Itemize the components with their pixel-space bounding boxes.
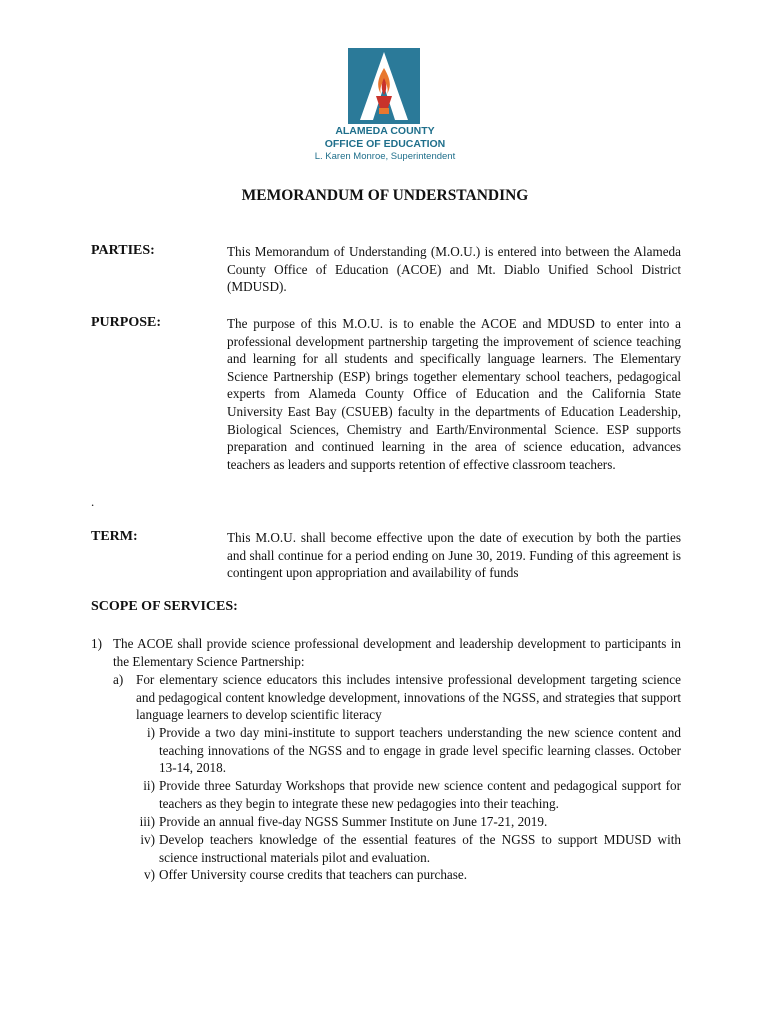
list-text: Develop teachers knowledge of the essential features of the NGSS to support MDUSD with science instructional materials pilot and evaluation. xyxy=(159,832,681,865)
roman-numeral: iv) xyxy=(140,832,155,847)
document-title: MEMORANDUM OF UNDERSTANDING xyxy=(241,187,529,204)
scope-item-1 xyxy=(91,635,681,670)
scope-subitem-iii xyxy=(91,813,681,831)
stray-period: . xyxy=(91,494,95,509)
parties-text: This Memorandum of Understanding (M.O.U.) is entered into between the Alameda County Office of Education (ACOE) and Mt. Diablo Unified School District (MDUSD). xyxy=(227,244,681,295)
scope-heading: SCOPE OF SERVICES: xyxy=(91,599,238,614)
scope-subitem-i xyxy=(91,724,681,777)
term-label: TERM: xyxy=(91,529,138,544)
list-number: 1) xyxy=(91,636,102,651)
roman-numeral: v) xyxy=(144,867,155,882)
letterhead xyxy=(300,48,470,168)
list-text: Provide a two day mini-institute to support teachers understanding the new science content and teaching innovations of the NGSS and to engage in grade level specific learning classes. October 13-14, 2018. xyxy=(159,725,681,776)
list-text: For elementary science educators this includes intensive professional development targeting science and pedagogical content knowledge development, innovations of the NGSS, and strategies that support language learners to develop scientific literacy xyxy=(136,672,681,723)
scope-subitem-iv xyxy=(91,831,681,866)
purpose-text: The purpose of this M.O.U. is to enable the ACOE and MDUSD to enter into a professional development partnership targeting the improvement of science teaching and learning for all students and specifically language learners. The Elementary Science Partnership (ESP) brings together elementary school teachers, pedagogical experts from Alameda County Office of Education and the California State University East Bay (CSUEB) faculty in the departments of Education Leadership, Biological Sciences, Chemistry and Earth/Environmental Science. ESP supports preparation and continued learning in the area of science education, advances teachers as leaders and supports retention of effective classroom teachers. xyxy=(227,316,681,472)
scope-subitem-ii xyxy=(91,777,681,812)
list-text: Provide three Saturday Workshops that provide new science content and pedagogical support for teachers as they begin to integrate these new pedagogies into their teaching. xyxy=(159,778,681,811)
org-name-line2: OFFICE OF EDUCATION xyxy=(324,138,446,150)
acoe-torch-logo-icon xyxy=(348,48,420,124)
scope-item-a xyxy=(113,671,681,724)
org-name-line1: ALAMEDA COUNTY xyxy=(335,125,435,137)
list-text: Offer University course credits that teachers can purchase. xyxy=(159,867,468,882)
superintendent-line: L. Karen Monroe, Superintendent xyxy=(314,151,456,162)
list-text: The ACOE shall provide science professional development and leadership development to participants in the Elementary Science Partnership: xyxy=(113,636,681,669)
list-text: Provide an annual five-day NGSS Summer Institute on June 17-21, 2019. xyxy=(159,814,548,829)
scope-subitem-v xyxy=(91,866,681,884)
purpose-label: PURPOSE: xyxy=(91,315,161,330)
roman-numeral: ii) xyxy=(143,778,155,793)
list-letter: a) xyxy=(113,672,124,687)
roman-numeral: i) xyxy=(146,725,155,740)
term-text: This M.O.U. shall become effective upon the date of execution by both the parties and shall continue for a period ending on June 30, 2019. Funding of this agreement is contingent upon appropriation and availability of funds xyxy=(227,530,681,581)
parties-label: PARTIES: xyxy=(91,243,155,258)
roman-numeral: iii) xyxy=(139,814,155,829)
